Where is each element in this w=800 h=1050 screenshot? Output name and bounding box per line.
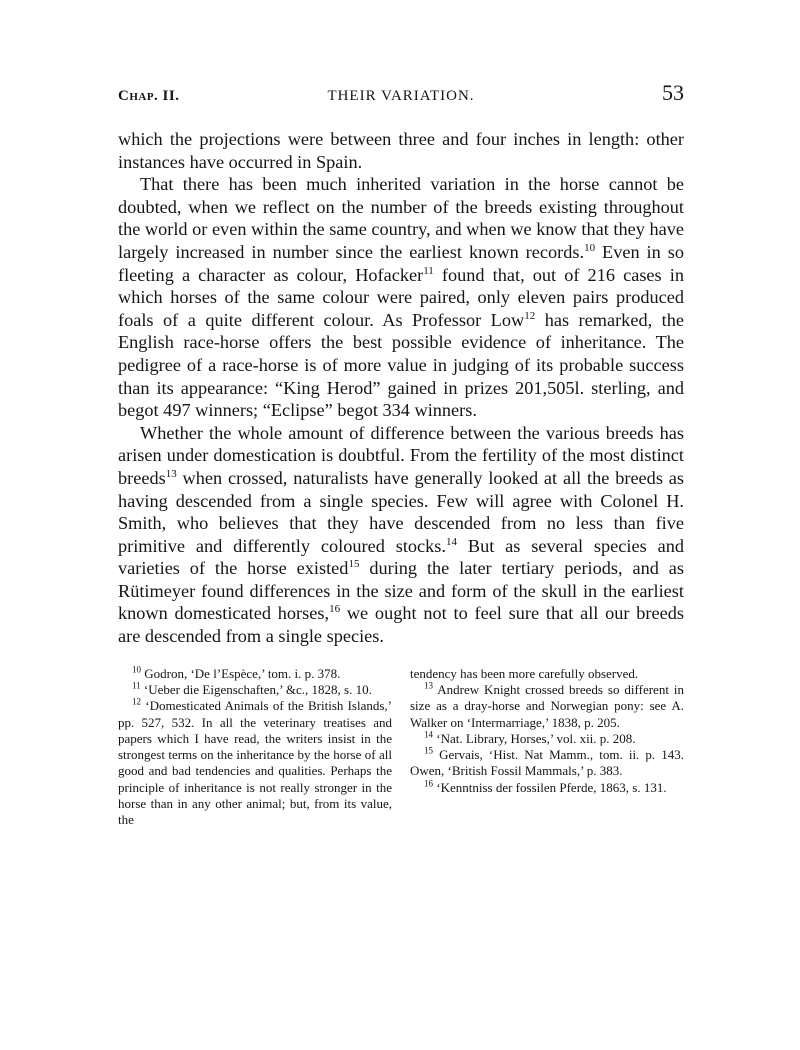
- footnote: [410, 666, 684, 682]
- text-run: we ought not to feel sure that all our breeds are descended from a single species.: [118, 603, 685, 647]
- footnote-reference: 15: [348, 558, 360, 571]
- footnote: [118, 682, 392, 698]
- chapter-label: Chap. II.: [118, 88, 180, 104]
- footnote-text: ‘Ueber die Eigenschaften,’ &c., 1828, s. 10.: [143, 681, 372, 697]
- footnote-number: 11: [132, 680, 141, 691]
- text-run: Whether the whole amount of difference between the various breeds has arisen under domestication is doubtful. From the fertility of the most distinct breeds: [118, 422, 684, 488]
- footnotes: [118, 666, 684, 829]
- footnote-reference: 13: [165, 467, 177, 480]
- text-run: But as several species and varieties of the horse existed: [118, 535, 684, 579]
- text-run: That there has been much inherited variation in the horse cannot be doubted, when we reflect on the number of the breeds existing throughout the world or even within the same country, and when we know that they have largely increased in number since the earliest known records.: [118, 174, 684, 262]
- footnote: [410, 747, 684, 780]
- text-run: found that, out of 216 cases in which horses of the same colour were paired, only eleven pairs produced foals of a quite different colour. As Professor Low: [118, 264, 684, 330]
- footnote-text: Andrew Knight crossed breeds so different in size as a dray-horse and Norwegian pony: see A. Walker on ‘Intermarriage,’ 1838, p. 205.: [410, 681, 684, 730]
- text-run: which the projections were between three and four inches in length: other instances have occurred in Spain.: [118, 129, 684, 172]
- footnote-number: 16: [424, 778, 433, 789]
- footnotes-right-column: [410, 666, 684, 829]
- footnote-reference: 12: [524, 309, 536, 322]
- text-run: when crossed, naturalists have generally looked at all the breeds as having descended from a single species. Few will agree with Colonel H. Smith, who believes that they have descended from no less than five primitive and differently coloured stocks.: [118, 467, 684, 556]
- text-run: during the later tertiary periods, and as Rütimeyer found differences in the size and form of the skull in the earliest known domesticated horses,: [118, 558, 684, 624]
- running-header: [118, 80, 684, 114]
- paragraph: [118, 422, 684, 648]
- footnotes-left-column: [118, 666, 392, 829]
- footnote-text: ‘Nat. Library, Horses,’ vol. xii. p. 208.: [436, 730, 636, 746]
- paragraph: [118, 128, 684, 173]
- page-number: 53: [662, 80, 684, 105]
- paragraph: [118, 173, 684, 422]
- footnote: [118, 698, 392, 828]
- footnote-reference: 16: [329, 603, 341, 616]
- footnote-number: 14: [424, 729, 433, 740]
- text-run: has remarked, the English race-horse offers the best possible evidence of inheritance. The pedigree of a race-horse is of more value in judging of its probable success than its appearance: “King Herod” gained in prizes 201,505l. sterling, and begot 497 winners; “Eclipse” begot 334 winners.: [118, 309, 684, 421]
- footnote: [410, 731, 684, 747]
- book-page: [118, 80, 684, 829]
- body-text: [118, 128, 684, 648]
- footnote-reference: 10: [584, 241, 596, 254]
- footnote-text: ‘Kenntniss der fossilen Pferde, 1863, s. 131.: [436, 779, 667, 795]
- text-run: Even in so fleeting a character as colour, Hofacker: [118, 241, 684, 285]
- running-title: THEIR VARIATION.: [327, 88, 475, 104]
- footnote-number: 12: [132, 696, 141, 707]
- footnote-number: 10: [132, 664, 141, 675]
- footnote: [118, 666, 392, 682]
- footnote-number: 13: [424, 680, 433, 691]
- footnote: [410, 780, 684, 796]
- footnote-reference: 11: [423, 264, 434, 277]
- footnote-text: Godron, ‘De l’Espèce,’ tom. i. p. 378.: [144, 665, 341, 681]
- footnote-text: ‘Domesticated Animals of the British Islands,’ pp. 527, 532. In all the veterinary treatises and papers which I have read, the writers insist in the strongest terms on the inheritance by the horse of all good and bad tendencies and qualities. Perhaps the principle of inheritance is not really stronger in the horse than in any other animal; but, from its value, the: [118, 698, 393, 828]
- footnote-reference: 14: [446, 535, 457, 548]
- footnote-number: 15: [424, 745, 433, 756]
- footnote-text: Gervais, ‘Hist. Nat Mamm., tom. ii. p. 143. Owen, ‘British Fossil Mammals,’ p. 383.: [410, 747, 685, 779]
- footnote-text: tendency has been more carefully observed.: [410, 665, 639, 681]
- footnote: [410, 682, 684, 731]
